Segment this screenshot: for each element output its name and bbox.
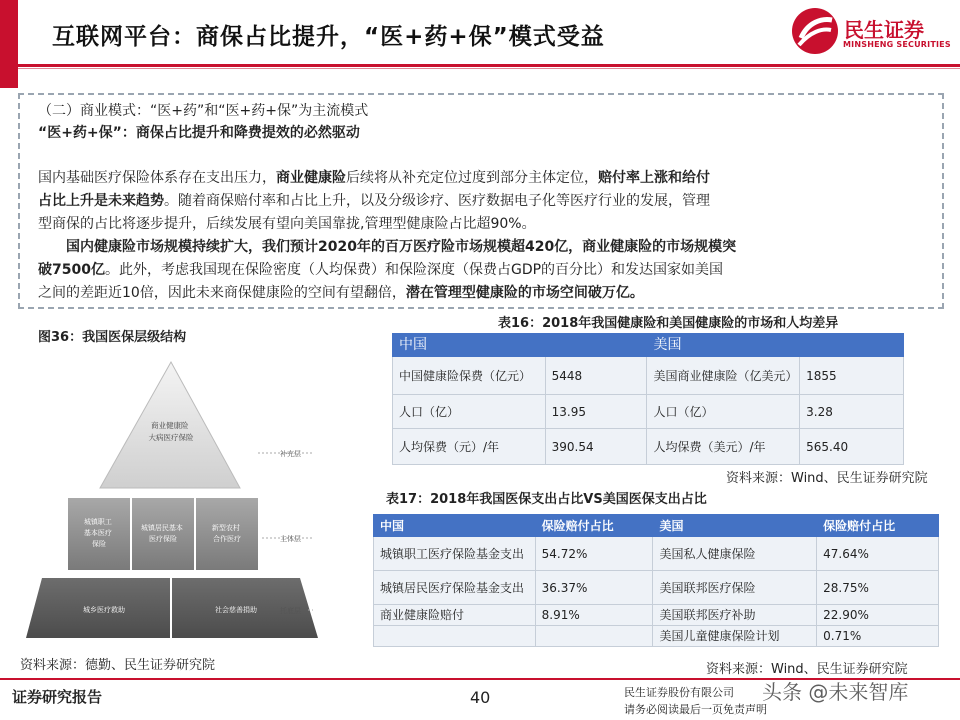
table-cell: 人均保费（美元）/年 xyxy=(647,429,800,465)
table-cell: 人口（亿） xyxy=(393,395,546,429)
section-heading: （二）商业模式：“医+药”和“医+药+保”为主流模式 xyxy=(38,103,369,119)
table-cell: 5448 xyxy=(545,357,647,395)
table16-header-us: 美国 xyxy=(647,334,904,357)
text-span-bold: 商业健康险 xyxy=(276,170,346,186)
table-row xyxy=(393,429,904,465)
table-cell: 22.90% xyxy=(817,605,939,626)
mid-2-line: 城镇居民基本 xyxy=(140,524,183,532)
table-cell: 1855 xyxy=(800,357,904,395)
table-cell: 47.64% xyxy=(817,537,939,571)
side-label-3: 托底层 xyxy=(280,607,301,615)
table17-caption: 表17：2018年我国医保支出占比VS美国医保支出占比 xyxy=(386,492,707,507)
text-span: 国内基础医疗保险体系存在支出压力， xyxy=(38,170,276,186)
page-title: 互联网平台：商保占比提升，“医+药+保”模式受益 xyxy=(52,24,605,50)
table17-header-row xyxy=(374,515,939,537)
bottom-label-2: 社会慈善捐助 xyxy=(215,606,257,614)
table-cell: 8.91% xyxy=(535,605,653,626)
table-cell xyxy=(374,626,536,647)
paragraph-2-line-2 xyxy=(38,258,723,282)
mid-1-line: 基本医疗 xyxy=(83,529,112,537)
section-subtitle: “医+药+保”：商保占比提升和降费提效的必然驱动 xyxy=(38,125,360,141)
paragraph-1-line-3: 型商保的占比将逐步提升，后续发展有望向美国靠拢,管理型健康险占比超90%。 xyxy=(38,216,536,232)
table-cell: 565.40 xyxy=(800,429,904,465)
pyramid-mid-block-2 xyxy=(132,498,194,570)
table-cell: 中国健康险保费（亿元） xyxy=(393,357,546,395)
table17-header-cell: 美国 xyxy=(653,515,817,537)
table16-caption: 表16：2018年我国健康险和美国健康险的市场和人均差异 xyxy=(498,316,839,331)
table17-header-cell: 保险赔付占比 xyxy=(817,515,939,537)
side-label-2: 主体层 xyxy=(280,535,301,543)
title-accent-bar xyxy=(0,0,18,88)
footer-disclaimer: 请务必阅读最后一页免责声明 xyxy=(624,703,767,716)
table-row xyxy=(374,571,939,605)
mid-2-line: 医疗保险 xyxy=(149,535,177,543)
bottom-label-1: 城乡医疗救助 xyxy=(83,606,125,614)
table17 xyxy=(373,514,939,647)
text-span-bold: 破7500亿 xyxy=(38,262,105,278)
text-span-bold: 占比上升是未来趋势 xyxy=(38,193,164,209)
table16-source: 资料来源：Wind、民生证券研究院 xyxy=(726,471,928,486)
table-cell: 商业健康险赔付 xyxy=(374,605,536,626)
table-row xyxy=(374,537,939,571)
logo-name: 民生证券 xyxy=(844,18,924,42)
watermark-text: 头条 @未来智库 xyxy=(762,680,909,704)
table-cell xyxy=(535,626,653,647)
table-row xyxy=(393,395,904,429)
text-span: 。随着商保赔付率和占比上升，以及分级诊疗、医疗数据电子化等医疗行业的发展，管理 xyxy=(164,193,710,209)
text-span: 后续将从补充定位过度到部分主体定位， xyxy=(346,170,598,186)
paragraph-2-line-1: 国内健康险市场规模持续扩大，我们预计2020年的百万医疗险市场规模超420亿，商业健康险的市场规模突 xyxy=(66,239,737,255)
text-span: 之间的差距近10倍，因此未来商保健康险的空间有望翻倍， xyxy=(38,285,406,301)
table-row xyxy=(393,357,904,395)
mid-3-line: 合作医疗 xyxy=(213,535,241,543)
minsheng-logo-icon xyxy=(792,8,838,54)
table-cell: 36.37% xyxy=(535,571,653,605)
figure-source: 资料来源：德勤、民生证券研究院 xyxy=(20,658,216,673)
table16-header-china: 中国 xyxy=(393,334,647,357)
table-cell: 城镇居民医疗保险基金支出 xyxy=(374,571,536,605)
table17-header-cell: 保险赔付占比 xyxy=(535,515,653,537)
table17-header-cell: 中国 xyxy=(374,515,536,537)
figure-caption: 图36：我国医保层级结构 xyxy=(38,330,187,345)
header-rule-thin xyxy=(18,68,960,69)
text-span: 。此外，考虑我国现在保险密度（人均保费）和保险深度（保费占GDP的百分比）和发达国家如美国 xyxy=(104,262,724,278)
top-label-line-2: 大病医疗保险 xyxy=(148,433,194,442)
table-cell: 54.72% xyxy=(535,537,653,571)
table-cell: 28.75% xyxy=(817,571,939,605)
page-number: 40 xyxy=(470,688,491,707)
table-cell: 13.95 xyxy=(545,395,647,429)
insurance-pyramid-figure xyxy=(8,348,358,650)
table-cell: 城镇职工医疗保险基金支出 xyxy=(374,537,536,571)
mid-1-line: 保险 xyxy=(92,540,106,548)
table-cell: 人口（亿） xyxy=(647,395,800,429)
table-cell: 390.54 xyxy=(545,429,647,465)
table-row xyxy=(374,626,939,647)
paragraph-1-line-2 xyxy=(38,189,710,213)
table17-source: 资料来源：Wind、民生证券研究院 xyxy=(706,662,908,677)
text-span-bold: 赔付率上涨和给付 xyxy=(598,170,710,186)
table-row xyxy=(374,605,939,626)
table-cell: 美国商业健康险（亿美元） xyxy=(647,357,800,395)
paragraph-1-line-1 xyxy=(38,166,710,190)
table16 xyxy=(392,333,904,465)
text-span-bold: 潜在管理型健康险的市场空间破万亿。 xyxy=(405,285,644,301)
paragraph-2-line-3 xyxy=(38,281,644,305)
table-cell: 美国私人健康保险 xyxy=(653,537,817,571)
logo-en: MINSHENG SECURITIES xyxy=(843,40,951,49)
mid-3-line: 新型农村 xyxy=(211,524,240,532)
table-cell: 人均保费（元）/年 xyxy=(393,429,546,465)
mid-1-line: 城镇职工 xyxy=(83,518,112,526)
top-label-line-1: 商业健康险 xyxy=(151,421,189,430)
footer-report-label: 证券研究报告 xyxy=(12,688,103,706)
pyramid-mid-block-3 xyxy=(196,498,258,570)
footer-company: 民生证券股份有限公司 xyxy=(624,686,734,699)
header-rule xyxy=(18,64,960,67)
table-cell: 3.28 xyxy=(800,395,904,429)
table-cell: 美国联邦医疗保险 xyxy=(653,571,817,605)
side-label-1: 补充层 xyxy=(280,450,301,458)
table-cell: 美国联邦医疗补助 xyxy=(653,605,817,626)
table16-header-row xyxy=(393,334,904,357)
table-cell: 0.71% xyxy=(817,626,939,647)
table-cell: 美国儿童健康保险计划 xyxy=(653,626,817,647)
